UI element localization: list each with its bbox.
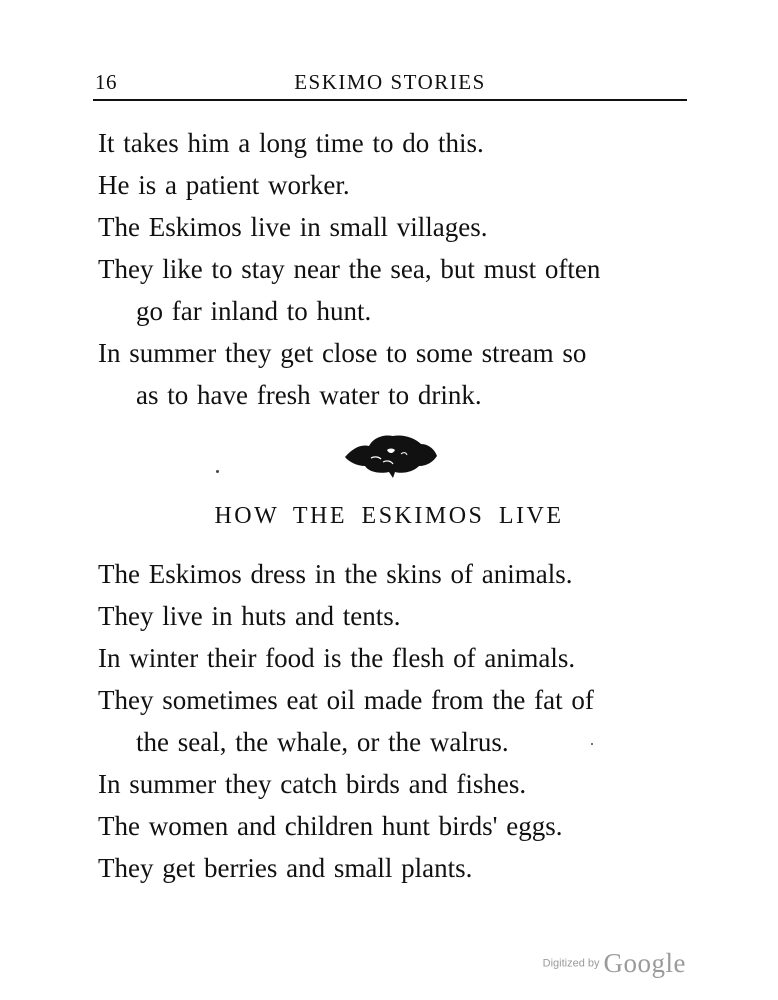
text-block-top (98, 122, 698, 416)
running-title: ESKIMO STORIES (294, 70, 486, 94)
header-rule (93, 99, 687, 101)
text-block-section (98, 553, 698, 889)
google-logo: Google (603, 948, 686, 978)
page-number: 16 (95, 70, 117, 94)
paragraph: In winter their food is the flesh of animals. (98, 643, 576, 673)
paragraph: The women and children hunt birds' eggs. (98, 811, 563, 841)
paragraph: In summer they get close to some stream so as to have fresh water to drink. (98, 338, 587, 410)
paragraph: In summer they catch birds and fishes. (98, 769, 527, 799)
digitized-watermark (543, 948, 686, 979)
paragraph: They get berries and small plants. (98, 853, 473, 883)
section-heading: HOW THE ESKIMOS LIVE (214, 503, 564, 529)
print-speck (216, 470, 219, 473)
paragraph: They sometimes eat oil made from the fat of the seal, the whale, or the walrus. (98, 685, 594, 757)
paragraph: They live in huts and tents. (98, 601, 401, 631)
running-head (93, 66, 687, 96)
paragraph: They like to stay near the sea, but must often go far inland to hunt. (98, 254, 601, 326)
leaf-fleuron-icon (343, 432, 439, 480)
paragraph: It takes him a long time to do this. (98, 128, 484, 158)
paragraph: The Eskimos live in small villages. (98, 212, 488, 242)
paragraph: The Eskimos dress in the skins of animals. (98, 559, 573, 589)
digitized-label: Digitized by (542, 957, 600, 970)
paragraph: He is a patient worker. (98, 170, 350, 200)
